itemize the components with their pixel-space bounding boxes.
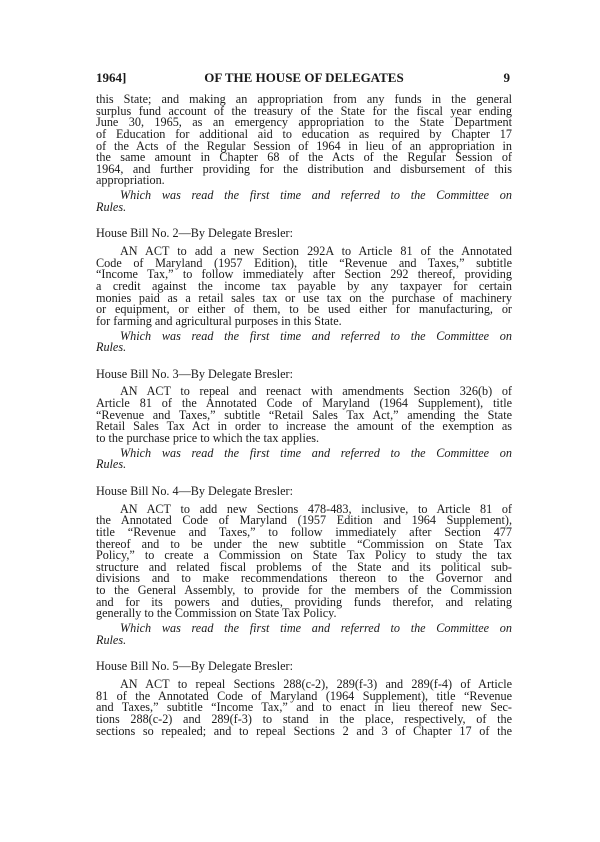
text-line: title “Revenue and Taxes,” to follow immediately after Section 477 (96, 524, 512, 539)
text-line: AN ACT to repeal Sections 288(c-2), 289(f-3) and 289(f-4) of Article (120, 676, 512, 691)
header-year: 1964] (96, 70, 127, 85)
referral-line: Which was read the first time and referred to the Committee on (120, 188, 512, 203)
bill-description (96, 246, 512, 327)
text-line: “Revenue and Taxes,” subtitle “Retail Sales Tax Act,” amending the State (96, 407, 512, 422)
text-line: June 30, 1965, as an emergency appropriation to the State Department (96, 115, 512, 130)
text-line: AN ACT to repeal and reenact with amendments Section 326(b) of (120, 384, 512, 399)
bill-list (96, 228, 512, 737)
text-line: sections so repealed; and to repeal Sections 2 and 3 of Chapter 17 of the (96, 723, 512, 738)
referral-line: Which was read the first time and referred to the Committee on (120, 621, 512, 636)
text-line: Code of Maryland (1957 Edition), title “Revenue and Taxes,” subtitle (96, 255, 512, 270)
referral-line: Rules. (96, 340, 127, 355)
text-line: 81 of the Annotated Code of Maryland (1964 Supplement), title “Revenue (96, 688, 512, 703)
text-line: a credit against the income tax payable by any taxpayer for certain (96, 278, 512, 293)
bill-description (96, 676, 512, 738)
referral-note (96, 623, 512, 646)
text-line: and for its powers and duties, providing funds therefor, and relating (96, 594, 512, 609)
text-line: appropriation. (96, 173, 165, 188)
text-line: AN ACT to add new Sections 478-483, inclusive, to Article 81 of (120, 501, 512, 516)
bill-heading: House Bill No. 5—By Delegate Bresler: (96, 659, 293, 674)
referral-line: Rules. (96, 457, 127, 472)
text-line: “Income Tax,” to follow immediately after Section 292 thereof, providing (96, 267, 512, 282)
page-number: 9 (503, 70, 510, 85)
referral-note (96, 328, 512, 355)
text-line: Retail Sales Tax Act in order to increase the amount of the exemption as (96, 419, 512, 434)
text-line: 1964, and further providing for the distribution and disbursement of this (96, 161, 512, 176)
referral-note (96, 445, 512, 472)
text-line: divisions and to make recommendations thereon to the Governor and (96, 571, 512, 586)
referral-line: Rules. (96, 199, 127, 214)
bill-description (96, 386, 512, 444)
text-line: generally to the Commission on State Tax Policy. (96, 606, 337, 621)
text-line: this State; and making an appropriation from any funds in the general (96, 92, 512, 106)
header-title: OF THE HOUSE OF DELEGATES (204, 70, 404, 85)
text-line: thereof and to be under the new subtitle “Commission on State Tax (96, 536, 512, 551)
referral-line: Which was read the first time and referred to the Committee on (120, 328, 512, 343)
bill-entry (96, 661, 512, 737)
bill-description (96, 501, 512, 621)
referral-line: Which was read the first time and referred to the Committee on (120, 445, 512, 460)
referral-line: Rules. (96, 632, 127, 647)
text-line: the Annotated Code of Maryland (1957 Edition and 1964 Supplement), (96, 513, 512, 528)
text-line: AN ACT to add a new Section 292A to Article 81 of the Annotated (120, 244, 512, 259)
bill-heading: House Bill No. 3—By Delegate Bresler: (96, 366, 293, 381)
text-line: to the purchase price to which the tax applies. (96, 431, 320, 446)
text-line: Article 81 of the Annotated Code of Maryland (1964 Supplement), title (96, 396, 512, 411)
text-line: Policy,” to create a Commission on State Tax Policy to study the tax (96, 548, 512, 563)
text-line: monies paid as a retail sales tax or use tax on the purchase of machinery (96, 290, 512, 305)
text-line: of Education for additional aid to education as required by Chapter 17 (96, 126, 512, 141)
text-line: of the Acts of the Regular Session of 1964 in lieu of an appropriation in (96, 138, 512, 153)
text-line: to the General Assembly, to provide for the members of the Commission (96, 583, 512, 598)
text-line: the same amount in Chapter 68 of the Acts of the Regular Session of (96, 150, 512, 165)
bill-entry (96, 228, 512, 353)
text-line: and Taxes,” subtitle “Income Tax,” and to enact in lieu thereof new Sec- (96, 700, 512, 715)
text-line: surplus fund account of the treasury of the State for the fiscal year ending (96, 103, 512, 118)
running-header (96, 70, 512, 86)
intro-paragraph (96, 94, 512, 213)
text-line: tions 288(c-2) and 289(f-3) to stand in the place, respectively, of the (96, 711, 512, 726)
text-line: for farming and agricultural purposes in this State. (96, 313, 342, 328)
text-line: or equipment, or either of them, to be used either for manufacturing, or (96, 302, 512, 317)
document-page (96, 70, 512, 737)
bill-heading: House Bill No. 4—By Delegate Bresler: (96, 483, 293, 498)
bill-entry (96, 366, 512, 472)
referral-note (96, 190, 512, 213)
bill-heading: House Bill No. 2—By Delegate Bresler: (96, 226, 293, 241)
bill-entry (96, 483, 512, 647)
text-line: structure and related fiscal problems of the State and its political sub- (96, 559, 512, 574)
